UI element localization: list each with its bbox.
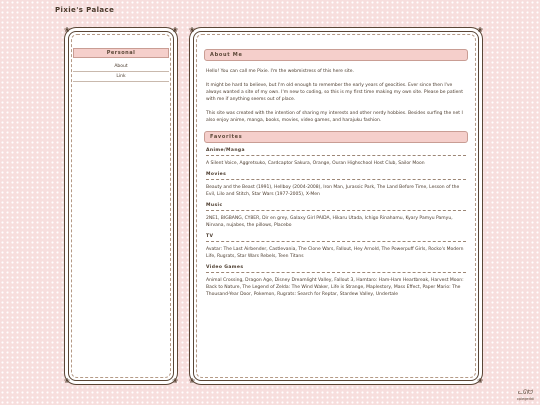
favorites-category-title: Anime/Manga bbox=[206, 148, 466, 156]
favorites-category-title: Movies bbox=[206, 172, 466, 180]
corner-bow-icon: ❀ bbox=[64, 377, 70, 385]
about-heading: About Me bbox=[204, 49, 468, 61]
favorites-heading: Favorites bbox=[204, 131, 468, 143]
corner-bow-icon: ❀ bbox=[189, 377, 195, 385]
corner-bow-icon: ❀ bbox=[172, 26, 178, 34]
favorites-category-title: Music bbox=[206, 203, 466, 211]
about-paragraph: Hello! You can call me Pixie. I'm the webmistress of this here site. bbox=[206, 69, 354, 74]
favorites-category-list: Animal Crossing, Dragon Age, Disney Dreamlight Valley, Fallout 3, Hamtaro: Ham-Ham Heartbreak, Harvest Moon: Back to Nature, The Legend of Zelda: The Wind Waker, Life is Strange, Maplestory, Mass Effect, Paper Mario: The Thousand-Year Door, Pokemon, Rugrats: Search for Reptar, Stardew Valley, Undertale bbox=[206, 278, 464, 297]
corner-bow-icon: ❀ bbox=[172, 377, 178, 385]
credit-badge bbox=[517, 389, 534, 401]
corner-bow-icon: ❀ bbox=[64, 26, 70, 34]
corner-bow-icon: ❀ bbox=[189, 26, 195, 34]
favorites-category-list: Avatar: The Last Airbender, Castlevania, The Clone Wars, Fallout, Hey Arnold, The Powerpuff Girls, Rocko's Modern Life, Rugrats, Star Wars Rebels, Teen Titans bbox=[206, 247, 464, 259]
sidebar-link-about[interactable]: About bbox=[73, 62, 169, 72]
favorites-category-list: Beauty and the Beast (1991), Hellboy (2004-2008), Iron Man, Jurassic Park, The Land Before Time, Lesson of the Evil, Lilo and Stitch, Star Wars (1977-2005), X-Men bbox=[206, 185, 460, 197]
about-paragraph: This site was created with the intention of sharing my interests and other nerdy hobbies. Besides surfing the net I also enjoy anime, manga, books, movies, video games, and harajuku fashion. bbox=[206, 111, 463, 123]
favorites-category-title: TV bbox=[206, 234, 466, 242]
favorites-category-list: A Silent Voice, Aggretsuko, Cardcaptor Sakura, Orange, Ouran Highschool Host Club, Sailor Moon bbox=[206, 161, 425, 166]
about-paragraph: It might be hard to believe, but I'm old enough to remember the early years of geocities. Ever since then I've always wanted a site of my own. I'm new to coding, so this is my first time making my own site. Please be patient with me if anything seems out of place. bbox=[206, 83, 464, 102]
sidebar-link-link[interactable]: Link bbox=[73, 72, 169, 82]
sidebar-heading: Personal bbox=[73, 48, 169, 58]
main-content bbox=[204, 49, 468, 370]
corner-bow-icon: ❀ bbox=[477, 377, 483, 385]
sidebar-panel bbox=[64, 26, 178, 385]
site-title[interactable]: Pixie's Palace bbox=[55, 6, 115, 14]
corner-bow-icon: ❀ bbox=[477, 26, 483, 34]
credit-text: xpiegeddi bbox=[516, 397, 534, 401]
main-panel bbox=[189, 26, 483, 385]
cat-icon: ᓚᘏᗢ bbox=[517, 389, 533, 396]
favorites-category-title: Video Games bbox=[206, 265, 466, 273]
favorites-category-list: 2NE1, BIGBANG, CY8ER, Dir en grey, Galaxy Girl PAIDA, Hikaru Utada, Ichigo Rinahamu, Kyary Pamyu Pamyu, Nirvana, nujabes, the pillows, Placebo bbox=[206, 216, 453, 228]
